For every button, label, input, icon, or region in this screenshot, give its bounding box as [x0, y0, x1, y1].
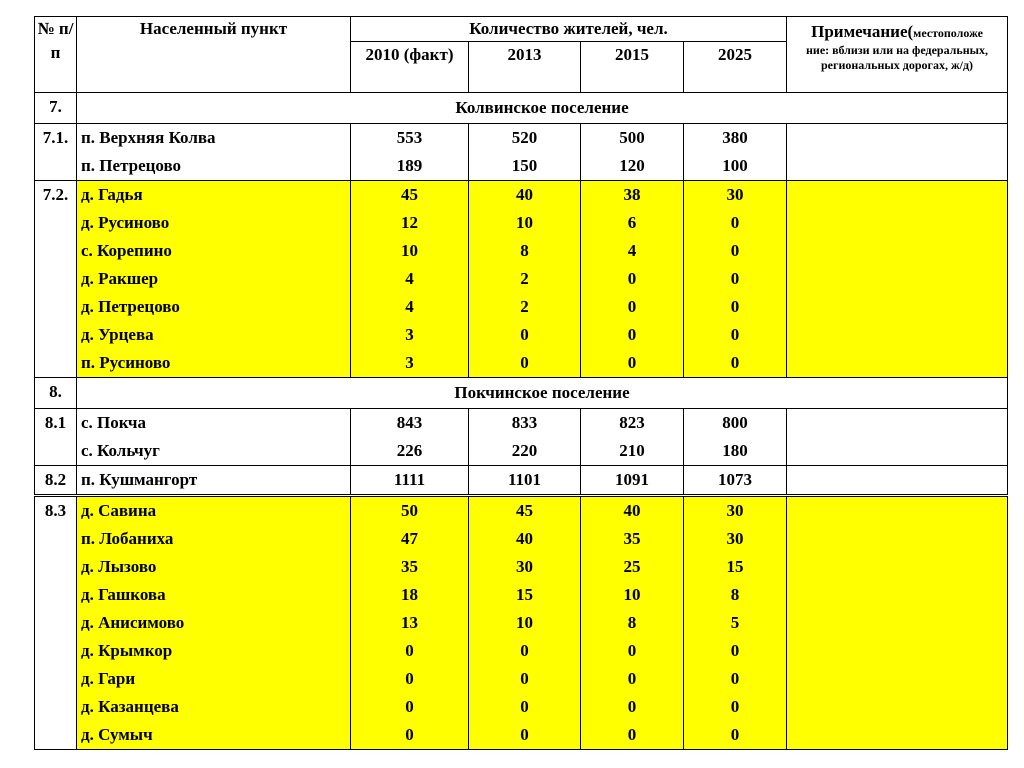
- value-cell: 3: [351, 349, 469, 378]
- section-title: Колвинское поселение: [77, 93, 1008, 124]
- settlement-name: п. Кушмангорт: [77, 466, 351, 496]
- value-cell: 25: [581, 553, 684, 581]
- value-cell: 180: [684, 437, 787, 466]
- value-cell: 0: [351, 693, 469, 721]
- settlement-name: д. Сумыч: [77, 721, 351, 750]
- settlement-name: п. Русиново: [77, 349, 351, 378]
- value-cell: 0: [469, 665, 581, 693]
- table-row: [35, 409, 1008, 438]
- settlement-name: д. Казанцева: [77, 693, 351, 721]
- value-cell: 0: [581, 265, 684, 293]
- value-cell: 10: [469, 209, 581, 237]
- value-cell: 1111: [351, 466, 469, 496]
- value-cell: 40: [581, 496, 684, 526]
- value-cell: 38: [581, 181, 684, 210]
- value-cell: 100: [684, 152, 787, 181]
- table-row: [35, 181, 1008, 210]
- settlement-name: с. Корепино: [77, 237, 351, 265]
- note-cell: [787, 496, 1008, 750]
- value-cell: 4: [351, 265, 469, 293]
- value-cell: 0: [684, 693, 787, 721]
- note-cell: [787, 181, 1008, 378]
- value-cell: 0: [684, 349, 787, 378]
- header-population: Количество жителей, чел.: [351, 17, 787, 42]
- value-cell: 823: [581, 409, 684, 438]
- value-cell: 1073: [684, 466, 787, 496]
- settlement-name: с. Покча: [77, 409, 351, 438]
- value-cell: 30: [684, 525, 787, 553]
- header-note-small-a: местоположе: [913, 26, 983, 40]
- header-year: 2013: [469, 42, 581, 93]
- group-index: 7.1.: [35, 124, 77, 181]
- group-index: 7.2.: [35, 181, 77, 378]
- header-year: 2015: [581, 42, 684, 93]
- value-cell: 13: [351, 609, 469, 637]
- value-cell: 0: [581, 721, 684, 750]
- settlement-name: п. Верхняя Колва: [77, 124, 351, 153]
- value-cell: 226: [351, 437, 469, 466]
- value-cell: 10: [581, 581, 684, 609]
- header-settlement: Населенный пункт: [77, 17, 351, 93]
- value-cell: 0: [581, 321, 684, 349]
- value-cell: 0: [469, 321, 581, 349]
- settlement-name: д. Анисимово: [77, 609, 351, 637]
- section-row: [35, 93, 1008, 124]
- value-cell: 0: [581, 637, 684, 665]
- value-cell: 553: [351, 124, 469, 153]
- value-cell: 843: [351, 409, 469, 438]
- value-cell: 3: [351, 321, 469, 349]
- value-cell: 8: [581, 609, 684, 637]
- section-index: 8.: [35, 378, 77, 409]
- value-cell: 47: [351, 525, 469, 553]
- value-cell: 0: [684, 721, 787, 750]
- group-index: 8.2: [35, 466, 77, 496]
- population-table: [34, 16, 1008, 750]
- value-cell: 45: [351, 181, 469, 210]
- value-cell: 520: [469, 124, 581, 153]
- value-cell: 0: [469, 721, 581, 750]
- value-cell: 210: [581, 437, 684, 466]
- value-cell: 2: [469, 265, 581, 293]
- value-cell: 4: [351, 293, 469, 321]
- value-cell: 0: [684, 637, 787, 665]
- value-cell: 30: [469, 553, 581, 581]
- value-cell: 500: [581, 124, 684, 153]
- value-cell: 6: [581, 209, 684, 237]
- table-row: [35, 496, 1008, 526]
- value-cell: 45: [469, 496, 581, 526]
- value-cell: 10: [351, 237, 469, 265]
- settlement-name: п. Петрецово: [77, 152, 351, 181]
- value-cell: 15: [684, 553, 787, 581]
- settlement-name: д. Петрецово: [77, 293, 351, 321]
- section-index: 7.: [35, 93, 77, 124]
- settlement-name: п. Лобаниха: [77, 525, 351, 553]
- value-cell: 0: [351, 637, 469, 665]
- group-index: 8.3: [35, 496, 77, 750]
- value-cell: 0: [581, 665, 684, 693]
- value-cell: 50: [351, 496, 469, 526]
- group-index: 8.1: [35, 409, 77, 466]
- value-cell: 0: [684, 293, 787, 321]
- value-cell: 0: [351, 721, 469, 750]
- note-cell: [787, 124, 1008, 181]
- value-cell: 30: [684, 496, 787, 526]
- header-num: № п/п: [35, 17, 77, 93]
- value-cell: 35: [581, 525, 684, 553]
- table-body: [35, 93, 1008, 750]
- settlement-name: д. Гадья: [77, 181, 351, 210]
- note-cell: [787, 466, 1008, 496]
- note-cell: [787, 409, 1008, 466]
- settlement-name: д. Савина: [77, 496, 351, 526]
- value-cell: 220: [469, 437, 581, 466]
- settlement-name: д. Крымкор: [77, 637, 351, 665]
- value-cell: 8: [469, 237, 581, 265]
- table-row: [35, 124, 1008, 153]
- settlement-name: д. Гашкова: [77, 581, 351, 609]
- value-cell: 40: [469, 181, 581, 210]
- settlement-name: д. Лызово: [77, 553, 351, 581]
- value-cell: 800: [684, 409, 787, 438]
- value-cell: 0: [684, 665, 787, 693]
- value-cell: 150: [469, 152, 581, 181]
- value-cell: 0: [469, 693, 581, 721]
- value-cell: 0: [469, 349, 581, 378]
- value-cell: 380: [684, 124, 787, 153]
- value-cell: 10: [469, 609, 581, 637]
- value-cell: 12: [351, 209, 469, 237]
- value-cell: 120: [581, 152, 684, 181]
- value-cell: 189: [351, 152, 469, 181]
- settlement-name: д. Урцева: [77, 321, 351, 349]
- value-cell: 35: [351, 553, 469, 581]
- value-cell: 0: [684, 265, 787, 293]
- value-cell: 4: [581, 237, 684, 265]
- header-note: [787, 17, 1008, 93]
- table-row: [35, 466, 1008, 496]
- value-cell: 0: [581, 693, 684, 721]
- value-cell: 18: [351, 581, 469, 609]
- header-year: 2025: [684, 42, 787, 93]
- value-cell: 0: [351, 665, 469, 693]
- value-cell: 5: [684, 609, 787, 637]
- value-cell: 0: [684, 209, 787, 237]
- value-cell: 833: [469, 409, 581, 438]
- settlement-name: д. Ракшер: [77, 265, 351, 293]
- value-cell: 1101: [469, 466, 581, 496]
- header-note-title: Примечание(: [811, 22, 914, 41]
- value-cell: 0: [581, 349, 684, 378]
- value-cell: 2: [469, 293, 581, 321]
- section-title: Покчинское поселение: [77, 378, 1008, 409]
- settlement-name: с. Кольчуг: [77, 437, 351, 466]
- value-cell: 0: [684, 237, 787, 265]
- value-cell: 30: [684, 181, 787, 210]
- settlement-name: д. Гари: [77, 665, 351, 693]
- section-row: [35, 378, 1008, 409]
- value-cell: 40: [469, 525, 581, 553]
- value-cell: 8: [684, 581, 787, 609]
- settlement-name: д. Русиново: [77, 209, 351, 237]
- value-cell: 0: [581, 293, 684, 321]
- value-cell: 1091: [581, 466, 684, 496]
- value-cell: 15: [469, 581, 581, 609]
- header-note-small-b: ние: вблизи или на федеральных, региональных дорогах, ж/д): [806, 43, 989, 72]
- value-cell: 0: [684, 321, 787, 349]
- value-cell: 0: [469, 637, 581, 665]
- header-year: 2010 (факт): [351, 42, 469, 93]
